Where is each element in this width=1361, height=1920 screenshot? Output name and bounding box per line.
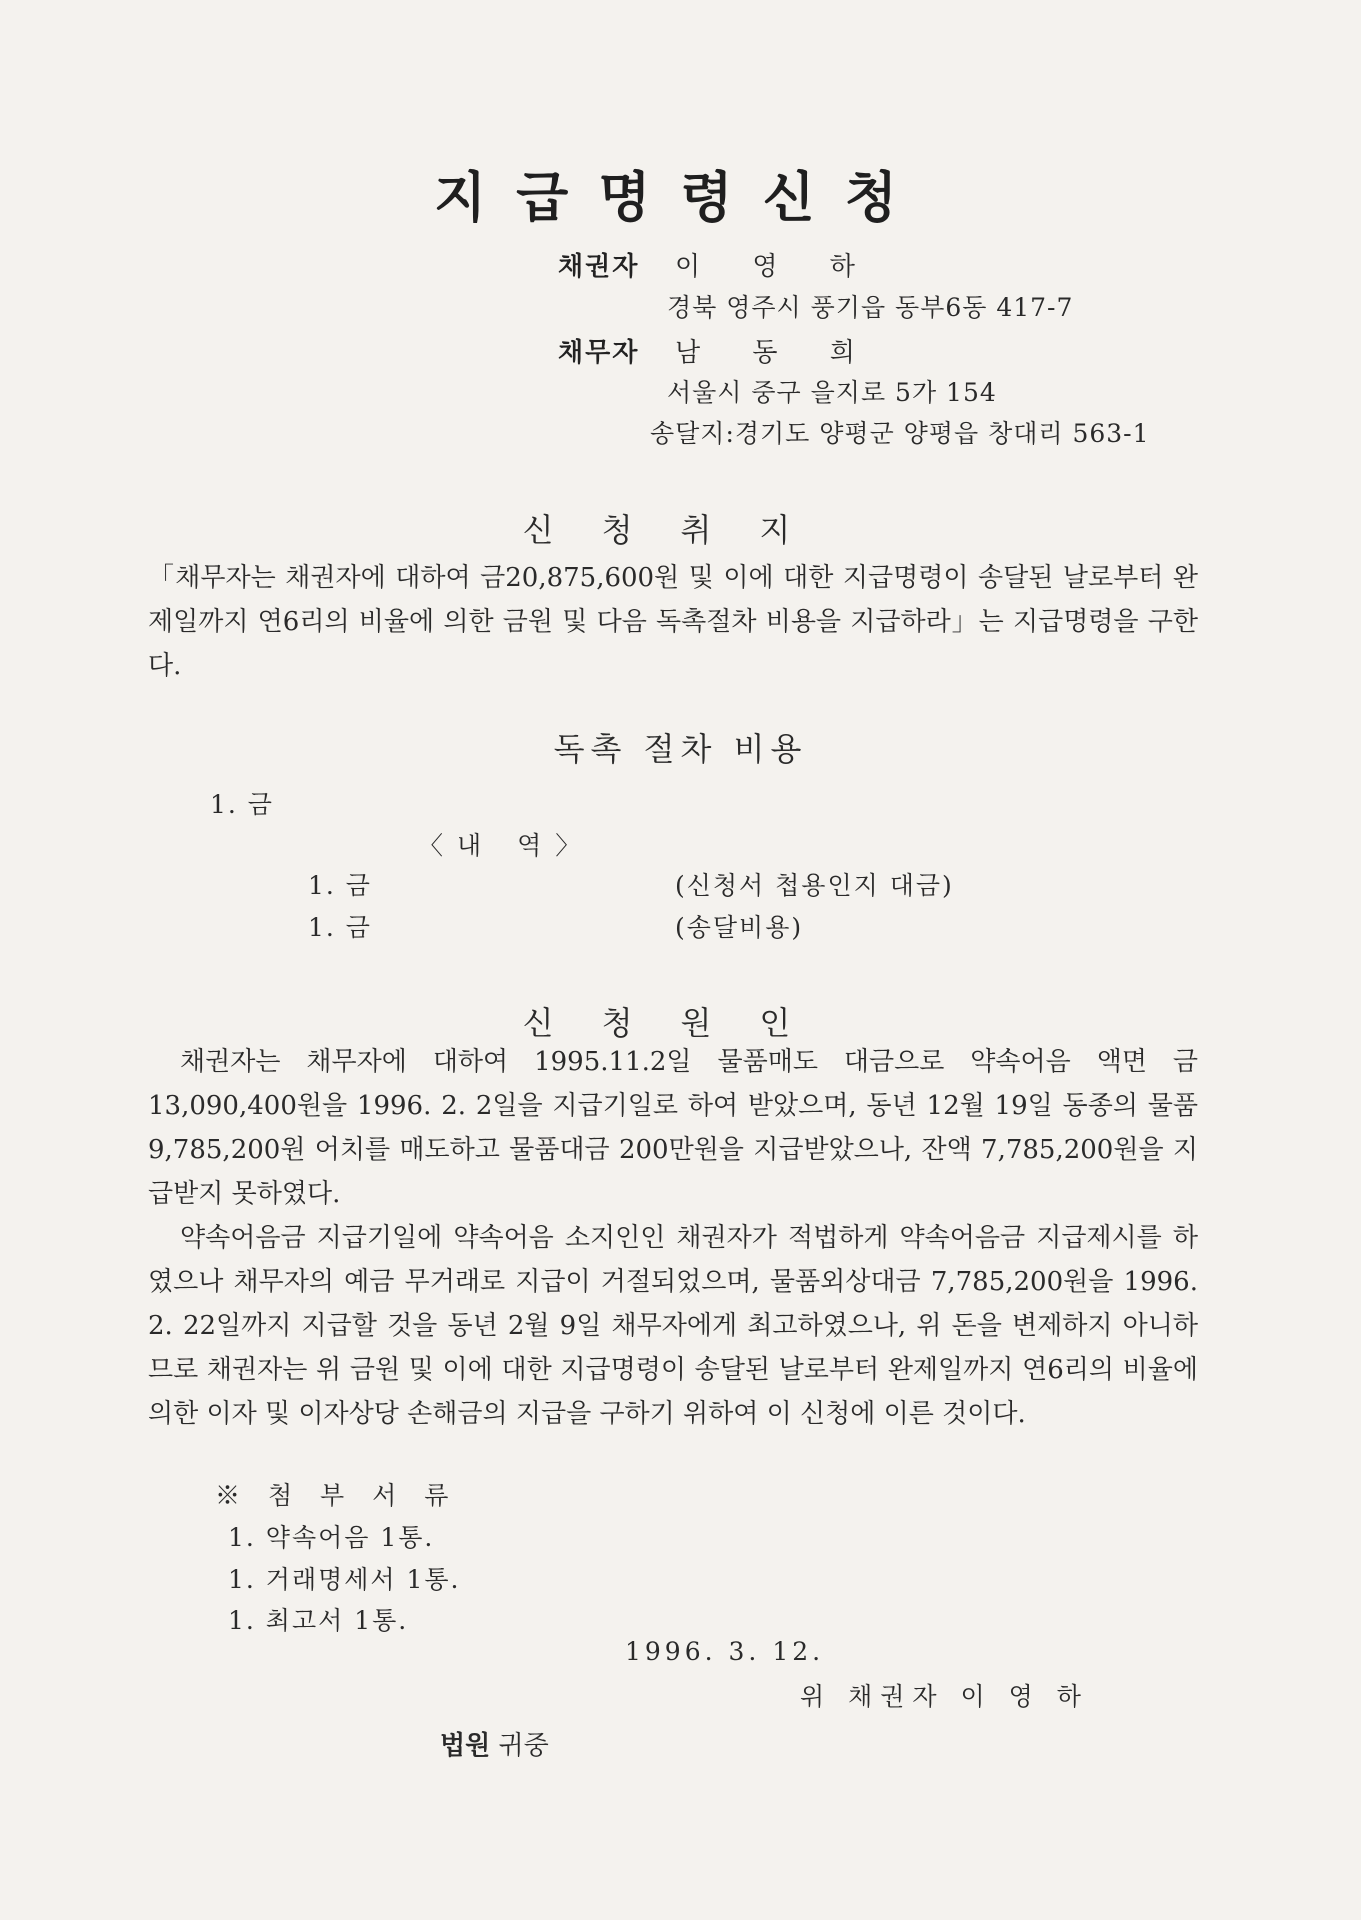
cause-paragraph: 채권자는 채무자에 대하여 1995.11.2일 물품매도 대금으로 약속어음 액면 금 13,090,400원을 1996. 2. 2일을 지급기일로 하여 받았으며, 동년 12월 19일 동종의 물품 9,785,200원 어치를 매도하고 물품대금 200만원을 지급받았으나, 잔액 7,785,200원을 지급받지 못하였다. bbox=[148, 1047, 1198, 1209]
attachment-item: 1. 최고서 1통. bbox=[228, 1606, 409, 1635]
cause-heading: 신청원인 bbox=[522, 1004, 839, 1042]
costs-item: 1. 금 bbox=[210, 790, 274, 819]
creditor-name: 이 영 하 bbox=[675, 252, 877, 282]
creditor-address: 경북 영주시 풍기읍 동부6동 417-7 bbox=[667, 293, 1074, 322]
purpose-heading: 신청취지 bbox=[522, 511, 839, 549]
purpose-text: 「채무자는 채권자에 대하여 금20,875,600원 및 이에 대한 지급명령이 송달된 날로부터 완제일까지 연6리의 비율에 의한 금원 및 다음 독촉절차 비용을 지급하라」는 지급명령을 구한다. bbox=[148, 563, 1198, 681]
attachment-item: 1. 거래명세서 1통. bbox=[228, 1565, 461, 1594]
document-date: 1996. 3. 12. bbox=[625, 1637, 825, 1666]
court-addressee bbox=[440, 1725, 549, 1762]
court-suffix: 귀중 bbox=[498, 1731, 549, 1761]
attachment-item: 1. 약속어음 1통. bbox=[228, 1523, 435, 1552]
costs-heading: 독촉 절차 비용 bbox=[553, 730, 808, 768]
debtor-label: 채무자 bbox=[558, 338, 640, 368]
attachments-heading: ※ 첨 부 서 류 bbox=[215, 1481, 459, 1510]
costs-breakdown-label: 1. 금 bbox=[308, 871, 372, 900]
cause-paragraph: 약속어음금 지급기일에 약속어음 소지인인 채권자가 적법하게 약속어음금 지급제시를 하였으나 채무자의 예금 무거래로 지급이 거절되었으며, 물품외상대금 7,785,200원을 1996. 2. 22일까지 지급할 것을 동년 2월 9일 채무자에게 최고하였으나, 위 돈을 변제하지 아니하므로 채권자는 위 금원 및 이에 대한 지급명령이 송달된 날로부터 완제일까지 연6리의 비율에 의한 이자 및 이자상당 손해금의 지급을 구하기 위하여 이 신청에 이른 것이다. bbox=[148, 1223, 1198, 1429]
costs-breakdown-heading: 〈내 역〉 bbox=[418, 831, 595, 860]
creditor-label: 채권자 bbox=[558, 252, 640, 282]
document-title: 지급명령신청 bbox=[434, 166, 927, 229]
costs-breakdown-label: 1. 금 bbox=[308, 913, 372, 942]
court-name: 법원 bbox=[440, 1731, 491, 1761]
debtor-delivery-address: 송달지:경기도 양평군 양평읍 창대리 563-1 bbox=[650, 419, 1150, 448]
debtor-name: 남 동 희 bbox=[675, 338, 877, 368]
costs-breakdown-desc: (송달비용) bbox=[675, 913, 804, 942]
debtor-address: 서울시 중구 을지로 5가 154 bbox=[667, 378, 997, 407]
costs-breakdown-desc: (신청서 첩용인지 대금) bbox=[675, 871, 954, 900]
signature-line: 위 채권자 이 영 하 bbox=[800, 1682, 1089, 1711]
